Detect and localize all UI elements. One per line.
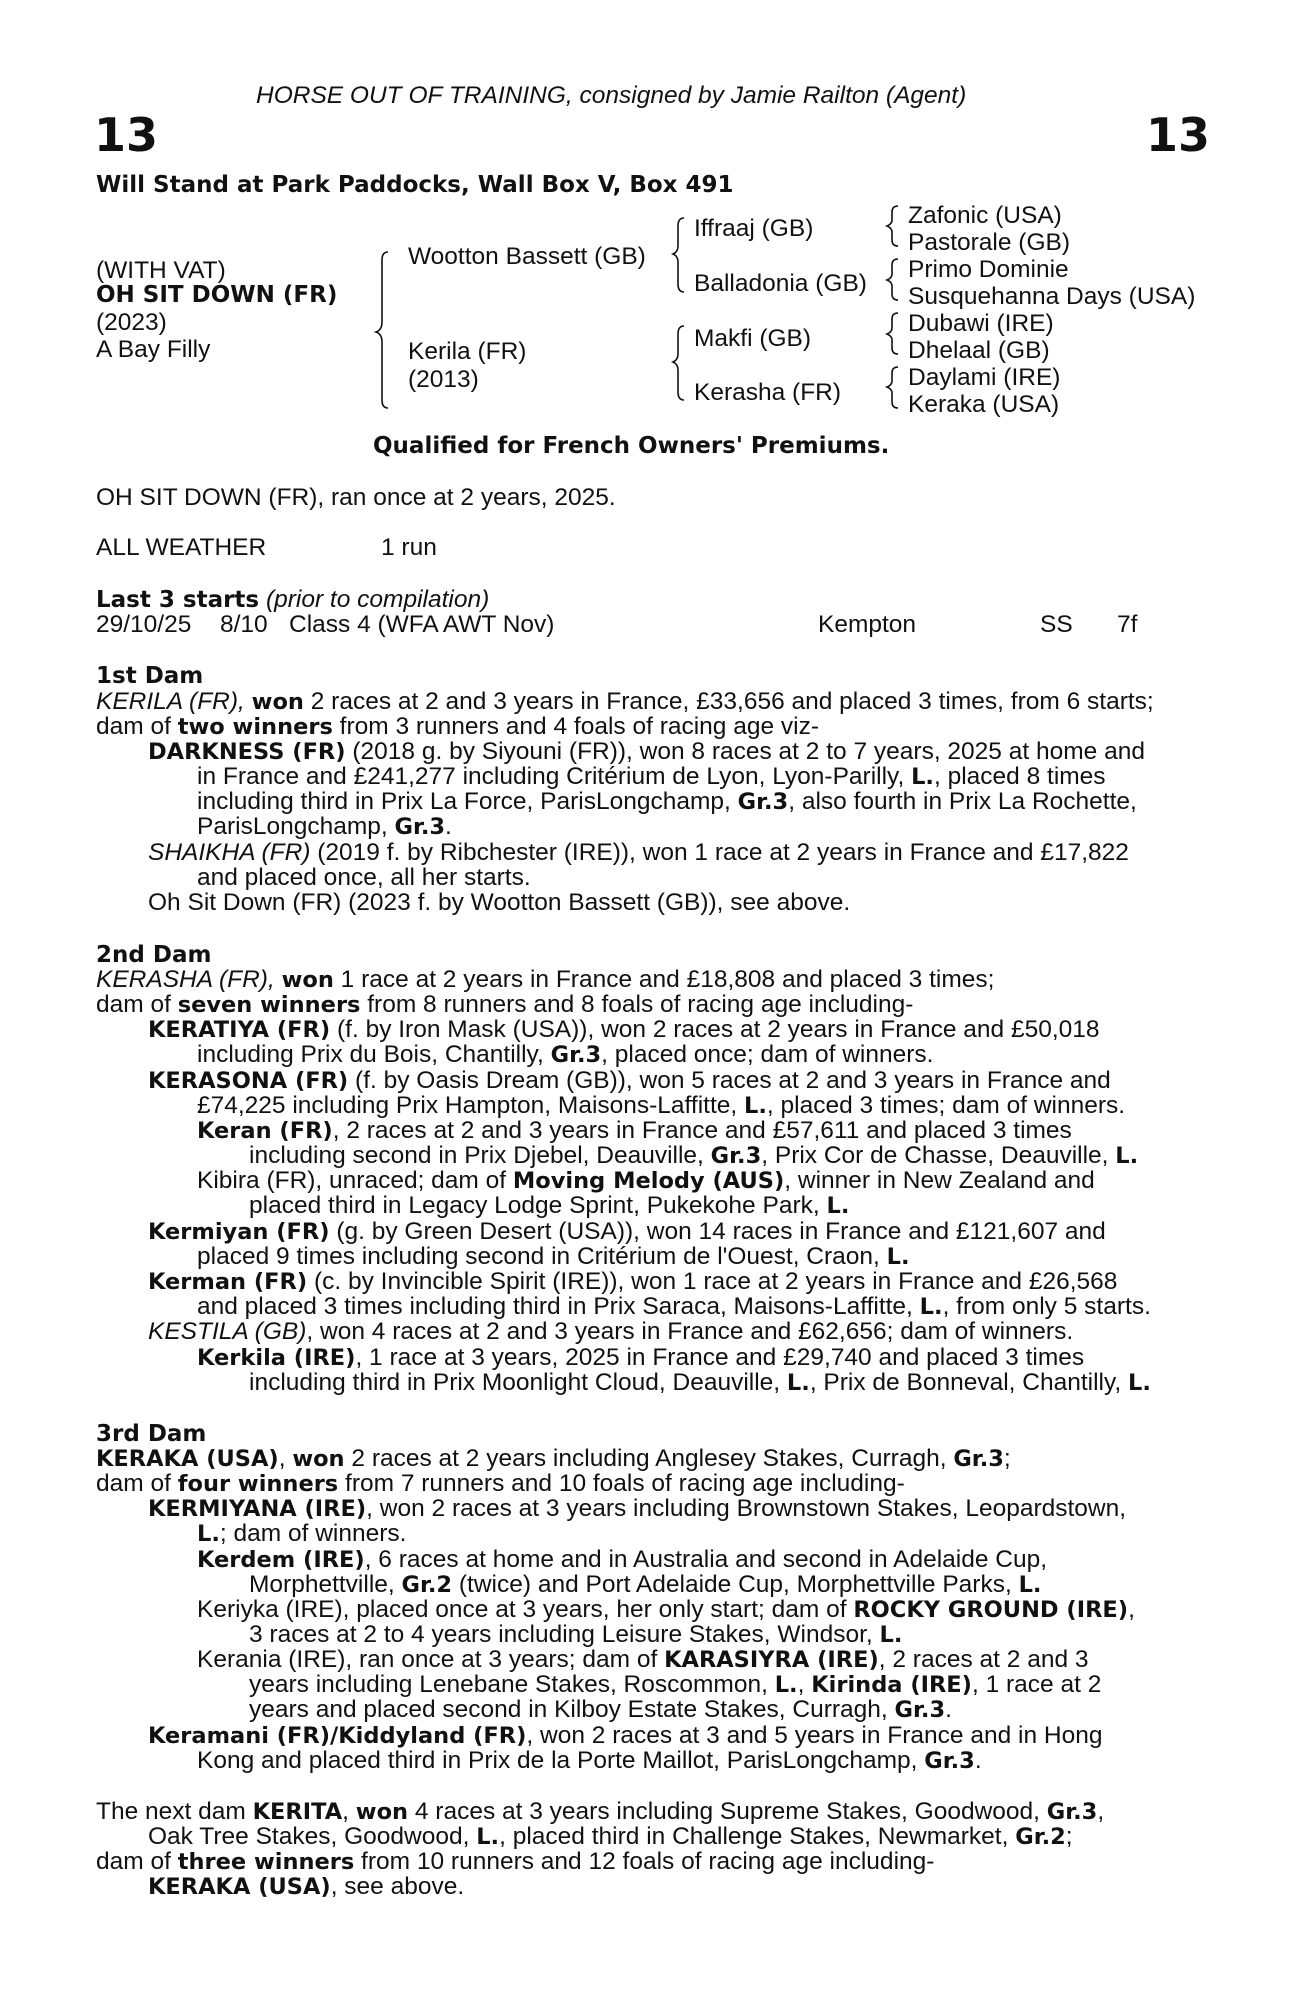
won-label: won <box>281 967 334 993</box>
listed-badge: L. <box>919 1294 943 1320</box>
kerdem-line-1 <box>197 1547 1047 1573</box>
start-distance: 7f <box>1117 611 1138 638</box>
group-badge: Gr.3 <box>550 1042 602 1068</box>
kerania-line-1 <box>197 1647 1089 1673</box>
brace-sire <box>673 218 684 292</box>
won-label: won <box>355 1799 409 1825</box>
keran-line-1 <box>197 1118 1072 1144</box>
text: Keriyka (IRE), placed once at 3 years, her only start; dam of <box>197 1596 847 1623</box>
first-dam-heading: 1st Dam <box>96 663 204 689</box>
text: , winner in New Zealand and <box>784 1167 1095 1194</box>
kerdem-line-2 <box>249 1572 1041 1598</box>
second-dam-line-1 <box>96 967 994 993</box>
dam-name-kerita: KERITA <box>252 1799 343 1825</box>
ohsit-line: Oh Sit Down (FR) (2023 f. by Wootton Bassett (GB)), see above. <box>148 889 851 916</box>
text: , placed 8 times <box>933 763 1106 790</box>
listed-badge: L. <box>774 1672 798 1698</box>
kibira-line-1 <box>197 1168 1095 1194</box>
text: dam of <box>96 1470 171 1497</box>
text: , won 4 races at 2 and 3 years in France and £62,656; dam of winners. <box>306 1318 1074 1345</box>
brace-main <box>376 252 388 408</box>
group-badge: Gr.3 <box>1046 1799 1098 1825</box>
listed-badge: L. <box>911 764 934 790</box>
sire-sire: Iffraaj (GB) <box>694 215 814 242</box>
dam-dam: Kerasha (FR) <box>694 379 842 406</box>
text: £74,225 including Prix Hampton, Maisons-Laffitte, <box>197 1092 738 1119</box>
progeny-moving-melody: Moving Melody (AUS) <box>512 1168 785 1194</box>
shaikha-line-2: and placed once, all her starts. <box>197 864 531 891</box>
text: , placed third in Challenge Stakes, Newmarket, <box>499 1823 1009 1850</box>
listed-badge: L. <box>1128 1370 1151 1396</box>
premium-note: Qualified for French Owners' Premiums. <box>373 433 890 459</box>
dam-name-kerila: KERILA (FR), <box>96 688 245 715</box>
progeny-kerdem: Kerdem (IRE) <box>197 1547 365 1573</box>
group-badge: Gr.2 <box>1015 1824 1066 1850</box>
keramani-line-1 <box>148 1723 1103 1749</box>
gg-sire-4: Daylami (IRE) <box>908 364 1061 391</box>
last-starts-heading <box>96 586 489 614</box>
group-badge: Gr.3 <box>737 789 789 815</box>
listed-badge: L. <box>1115 1143 1139 1169</box>
text: ParisLongchamp, <box>197 813 388 840</box>
progeny-kermiyan: Kermiyan (FR) <box>148 1219 330 1245</box>
kerman-line-2 <box>197 1294 1151 1320</box>
darkness-line-3 <box>197 789 1137 815</box>
text: , won 2 races at 3 and 5 years in France and in Hong <box>526 1722 1103 1749</box>
text: Kerania (IRE), ran once at 3 years; dam of <box>197 1646 658 1673</box>
progeny-rocky-ground: ROCKY GROUND (IRE) <box>853 1597 1129 1623</box>
sire-name: Wootton Bassett (GB) <box>408 243 646 270</box>
text: , <box>1097 1798 1105 1825</box>
text: 4 races at 3 years including Supreme Stakes, Goodwood, <box>414 1798 1040 1825</box>
text: Oak Tree Stakes, Goodwood, <box>148 1823 470 1850</box>
brace-ds <box>887 313 898 354</box>
gg-sire-2: Primo Dominie <box>908 256 1069 283</box>
kermiyan-line-1 <box>148 1219 1106 1245</box>
progeny-keratiya: KERATIYA (FR) <box>148 1017 331 1043</box>
text: , from only 5 starts. <box>942 1293 1151 1320</box>
second-dam-line-2 <box>96 992 913 1018</box>
progeny-karasiyra: KARASIYRA (IRE) <box>664 1647 879 1673</box>
winners-count: two winners <box>177 714 333 740</box>
kermiyana-line-2 <box>197 1521 406 1547</box>
last-starts-title: Last 3 starts <box>96 587 260 613</box>
consignment-line: HORSE OUT OF TRAINING, consigned by Jamie Railton (Agent) <box>256 82 967 109</box>
text: , 6 races at home and in Australia and second in Adelaide Cup, <box>364 1546 1048 1573</box>
text: , also fourth in Prix La Rochette, <box>788 788 1137 815</box>
keran-line-2 <box>249 1143 1138 1169</box>
start-date: 29/10/25 <box>96 611 192 638</box>
progeny-shaikha: SHAIKHA (FR) <box>148 839 311 866</box>
sire-dam: Balladonia (GB) <box>694 270 867 297</box>
next-dam-line-2 <box>148 1824 1073 1850</box>
text: from 3 runners and 4 foals of racing age viz- <box>339 713 820 740</box>
darkness-line-1 <box>148 739 1145 765</box>
text: . <box>945 1696 952 1723</box>
start-race: Class 4 (WFA AWT Nov) <box>289 611 555 638</box>
kerkila-line-2 <box>249 1370 1151 1396</box>
darkness-line-2 <box>197 764 1106 790</box>
kerania-line-3 <box>249 1697 952 1723</box>
start-position: 8/10 <box>220 611 268 638</box>
text: , 2 races at 2 and 3 <box>878 1646 1089 1673</box>
dam-name: Kerila (FR) <box>408 338 527 365</box>
text: (c. by Invincible Spirit (IRE)), won 1 race at 2 years in France and £26,568 <box>313 1268 1118 1295</box>
text: , placed 3 times; dam of winners. <box>766 1092 1126 1119</box>
progeny-kestila: KESTILA (GB) <box>148 1318 307 1345</box>
brace-dd <box>887 367 898 408</box>
kerasona-line-1 <box>148 1068 1111 1094</box>
group-badge: Gr.3 <box>953 1446 1004 1472</box>
listed-badge: L. <box>744 1093 767 1119</box>
text: from 7 runners and 10 foals of racing age including- <box>345 1470 905 1497</box>
keratiya-line-1 <box>148 1017 1100 1043</box>
text: (2018 g. by Siyouni (FR)), won 8 races at 2 to 7 years, 2025 at home and <box>352 738 1145 765</box>
shaikha-line-1 <box>148 840 1129 865</box>
text: years including Lenebane Stakes, Roscommon, <box>249 1671 768 1698</box>
gg-dam-3: Dhelaal (GB) <box>908 337 1050 364</box>
text: (f. by Oasis Dream (GB)), won 5 races at 2 and 3 years in France and <box>355 1067 1111 1094</box>
listed-badge: L. <box>197 1521 220 1547</box>
text: ; dam of winners. <box>219 1520 407 1547</box>
keramani-line-2 <box>197 1748 982 1774</box>
winners-count: three winners <box>177 1849 355 1875</box>
dam-year: (2013) <box>408 366 479 393</box>
dam-sire: Makfi (GB) <box>694 325 812 352</box>
run-summary: OH SIT DOWN (FR), ran once at 2 years, 2025. <box>96 484 616 511</box>
text: Kibira (FR), unraced; dam of <box>197 1167 507 1194</box>
text: dam of <box>96 713 171 740</box>
text: , 2 races at 2 and 3 years in France and £57,611 and placed 3 times <box>332 1117 1072 1144</box>
text: (g. by Green Desert (USA)), won 14 races in France and £121,607 and <box>336 1218 1106 1245</box>
text: placed 9 times including second in Critérium de l'Ouest, Craon, <box>197 1243 880 1270</box>
brace-sd <box>887 259 898 300</box>
text: including second in Prix Djebel, Deauville, <box>249 1142 704 1169</box>
kermiyana-line-1 <box>148 1496 1126 1522</box>
winners-count: seven winners <box>177 992 361 1018</box>
pedigree-braces <box>0 0 1315 420</box>
text: ; <box>1003 1445 1011 1472</box>
text: and placed 3 times including third in Prix Saraca, Maisons-Laffitte, <box>197 1293 913 1320</box>
text: . <box>445 813 452 840</box>
progeny-keramani: Keramani (FR)/Kiddyland (FR) <box>148 1723 527 1749</box>
text: ; <box>1065 1823 1073 1850</box>
text: years and placed second in Kilboy Estate Stakes, Curragh, <box>249 1696 888 1723</box>
third-dam-line-2 <box>96 1471 905 1497</box>
text: (f. by Iron Mask (USA)), won 2 races at 2 years in France and £50,018 <box>336 1016 1100 1043</box>
vat-label: (WITH VAT) <box>96 257 226 284</box>
listed-badge: L. <box>826 1193 850 1219</box>
gg-dam-4: Keraka (USA) <box>908 391 1060 418</box>
group-badge: Gr.3 <box>710 1143 762 1169</box>
listed-badge: L. <box>476 1824 500 1850</box>
listed-badge: L. <box>879 1622 903 1648</box>
next-dam-line-4 <box>148 1874 464 1900</box>
kermiyan-line-2 <box>197 1244 910 1270</box>
start-going: SS <box>1040 611 1073 638</box>
record-text: 1 race at 2 years in France and £18,808 and placed 3 times; <box>340 966 995 993</box>
text: (2019 f. by Ribchester (IRE)), won 1 race at 2 years in France and £17,822 <box>317 839 1129 866</box>
text: , Prix de Bonneval, Chantilly, <box>809 1369 1122 1396</box>
text: including third in Prix La Force, ParisLongchamp, <box>197 788 731 815</box>
record-text: 2 races at 2 and 3 years in France, £33,656 and placed 3 times, from 6 starts; <box>310 688 1154 715</box>
text: , see above. <box>330 1873 465 1900</box>
brace-dam <box>673 326 684 400</box>
next-dam-line-3 <box>96 1849 934 1875</box>
progeny-kirinda: Kirinda (IRE) <box>811 1672 972 1698</box>
listed-badge: L. <box>1018 1572 1042 1598</box>
keriyka-line-2 <box>249 1622 902 1648</box>
dam-name-keraka: KERAKA (USA) <box>96 1446 279 1472</box>
lot-number-right: 13 <box>1146 108 1211 162</box>
gg-dam-2: Susquehanna Days (USA) <box>908 283 1196 310</box>
surface-runs: 1 run <box>381 534 437 561</box>
third-dam-heading: 3rd Dam <box>96 1421 207 1447</box>
keriyka-line-1 <box>197 1597 1135 1623</box>
text: The next dam <box>96 1798 246 1825</box>
text: , won 2 races at 3 years including Brownstown Stakes, Leopardstown, <box>366 1495 1127 1522</box>
text: (twice) and Port Adelaide Cup, Morphettville Parks, <box>458 1571 1012 1598</box>
horse-year: (2023) <box>96 309 167 336</box>
record-text: 2 races at 2 years including Anglesey Stakes, Curragh, <box>351 1445 947 1472</box>
kestila-line-1 <box>148 1319 1073 1344</box>
kerkila-line-1 <box>197 1345 1084 1371</box>
group-badge: Gr.3 <box>394 814 446 840</box>
text: , Prix Cor de Chasse, Deauville, <box>761 1142 1109 1169</box>
text: from 8 runners and 8 foals of racing age including- <box>367 991 914 1018</box>
dam-name-kerasha: KERASHA (FR), <box>96 966 275 993</box>
text: from 10 runners and 12 foals of racing age including- <box>361 1848 935 1875</box>
won-label: won <box>292 1446 345 1472</box>
text: in France and £241,277 including Critérium de Lyon, Lyon-Parilly, <box>197 763 905 790</box>
kerasona-line-2 <box>197 1093 1125 1119</box>
lot-number-left: 13 <box>94 108 159 162</box>
listed-badge: L. <box>786 1370 810 1396</box>
second-dam-heading: 2nd Dam <box>96 942 212 968</box>
location-line: Will Stand at Park Paddocks, Wall Box V, Box 491 <box>96 172 734 198</box>
next-dam-line-1 <box>96 1799 1104 1825</box>
progeny-kerasona: KERASONA (FR) <box>148 1068 349 1094</box>
progeny-kerman: Kerman (FR) <box>148 1269 308 1295</box>
kibira-line-2 <box>249 1193 849 1219</box>
gg-sire-1: Zafonic (USA) <box>908 202 1062 229</box>
listed-badge: L. <box>886 1244 910 1270</box>
text: , <box>797 1671 805 1698</box>
text: 3 races at 2 to 4 years including Leisure Stakes, Windsor, <box>249 1621 873 1648</box>
gg-sire-3: Dubawi (IRE) <box>908 310 1054 337</box>
darkness-line-4 <box>197 814 452 840</box>
surface-label: ALL WEATHER <box>96 534 267 561</box>
third-dam-line-1 <box>96 1446 1011 1472</box>
progeny-keran: Keran (FR) <box>197 1118 333 1144</box>
kerania-line-2 <box>249 1672 1101 1698</box>
text: including third in Prix Moonlight Cloud, Deauville, <box>249 1369 781 1396</box>
progeny-kermiyana: KERMIYANA (IRE) <box>148 1496 367 1522</box>
text: , 1 race at 3 years, 2025 in France and £29,740 and placed 3 times <box>355 1344 1085 1371</box>
horse-description: A Bay Filly <box>96 336 211 363</box>
progeny-keraka: KERAKA (USA) <box>148 1874 331 1900</box>
text: , <box>1128 1596 1135 1623</box>
first-dam-line-1 <box>96 689 1154 715</box>
text: placed third in Legacy Lodge Sprint, Pukekohe Park, <box>249 1192 820 1219</box>
won-label: won <box>251 689 304 715</box>
text: , 1 race at 2 <box>971 1671 1102 1698</box>
start-course: Kempton <box>818 611 917 638</box>
text: , <box>342 1798 349 1825</box>
horse-name: OH SIT DOWN (FR) <box>96 282 338 308</box>
text: dam of <box>96 991 171 1018</box>
text: including Prix du Bois, Chantilly, <box>197 1041 544 1068</box>
progeny-darkness: DARKNESS (FR) <box>148 739 346 765</box>
last-starts-subtitle: (prior to compilation) <box>265 586 490 613</box>
brace-ss <box>887 206 898 246</box>
text: Kong and placed third in Prix de la Porte Maillot, ParisLongchamp, <box>197 1747 918 1774</box>
text: , <box>278 1445 286 1472</box>
text: Morphettville, <box>249 1571 395 1598</box>
progeny-kerkila: Kerkila (IRE) <box>197 1345 356 1371</box>
group-badge: Gr.2 <box>401 1572 453 1598</box>
text: dam of <box>96 1848 171 1875</box>
gg-dam-1: Pastorale (GB) <box>908 229 1071 256</box>
first-dam-line-2 <box>96 714 819 740</box>
group-badge: Gr.3 <box>924 1748 975 1774</box>
winners-count: four winners <box>177 1471 339 1497</box>
text: . <box>974 1747 982 1774</box>
group-badge: Gr.3 <box>894 1697 946 1723</box>
kerman-line-1 <box>148 1269 1117 1295</box>
keratiya-line-2 <box>197 1042 933 1068</box>
text: , placed once; dam of winners. <box>601 1041 934 1068</box>
